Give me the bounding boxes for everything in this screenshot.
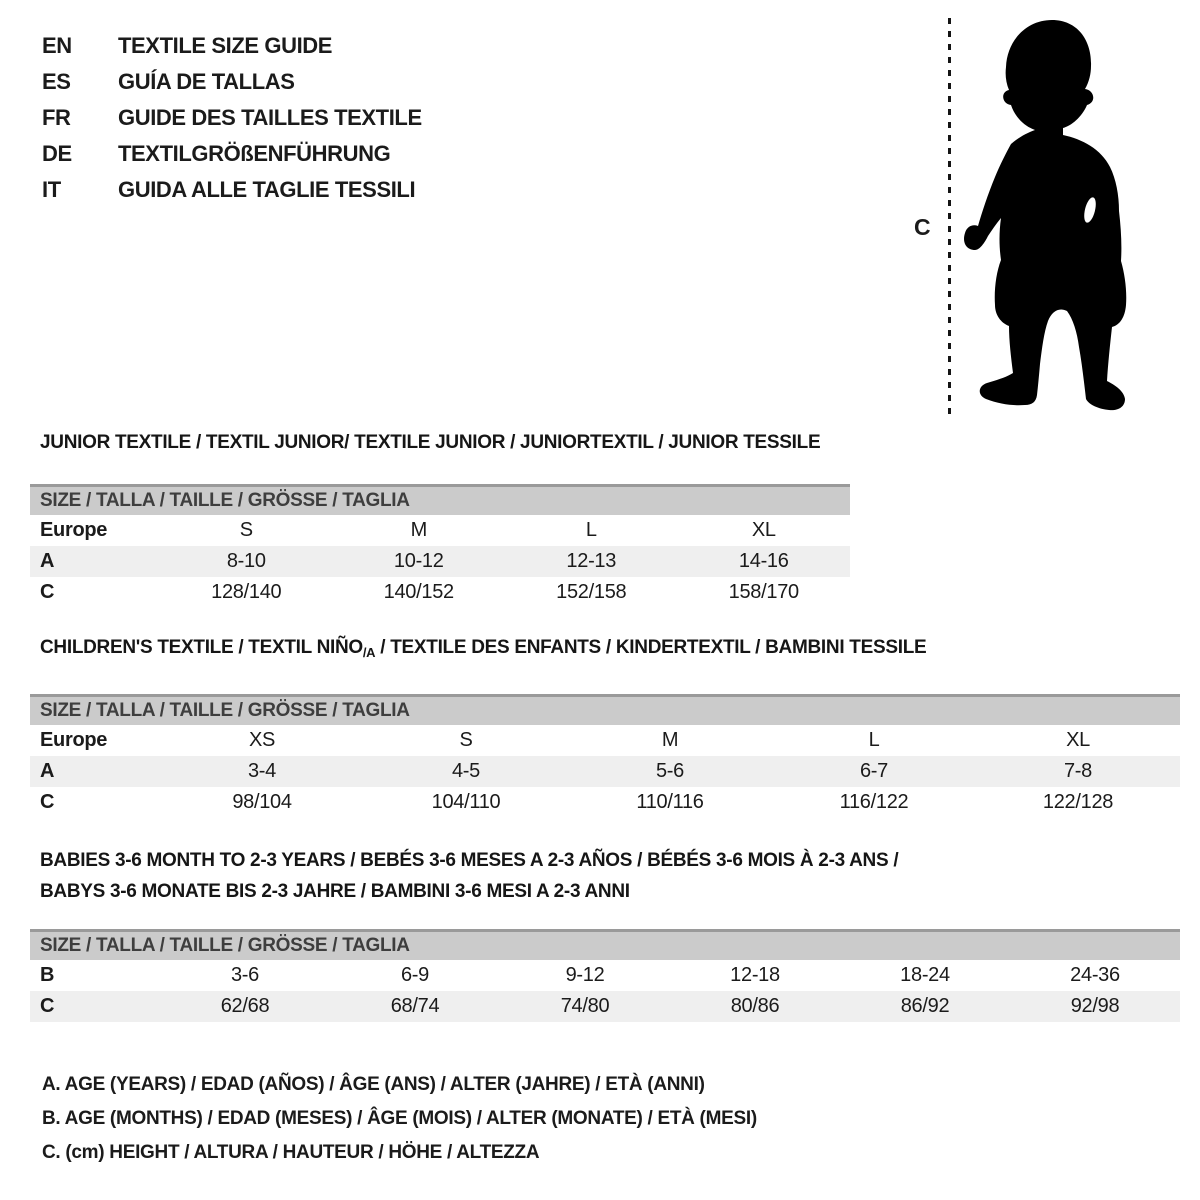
section-title — [40, 845, 1180, 907]
guide-title: GUÍA DE TALLAS — [118, 69, 295, 94]
table-cell: 6-9 — [400, 964, 429, 986]
language-row-fr — [42, 100, 422, 136]
table-cell: 6-7 — [859, 760, 888, 782]
size-header-bar: SIZE / TALLA / TAILLE / GRÖSSE / TAGLIA — [30, 696, 1180, 726]
babies-textile-section — [30, 845, 1180, 1022]
legend-line-b: B. AGE (MONTHS) / EDAD (MESES) / ÂGE (MOIS) / ALTER (MONATE) / ETÀ (MESI) — [42, 1108, 757, 1129]
table-cell: 18-24 — [900, 964, 950, 986]
table-cell: XS — [248, 729, 276, 751]
size-header-bar: SIZE / TALLA / TAILLE / GRÖSSE / TAGLIA — [30, 931, 1180, 961]
guide-title: TEXTILGRÖßENFÜHRUNG — [118, 141, 391, 166]
legend-line-a: A. AGE (YEARS) / EDAD (AÑOS) / ÂGE (ANS) / ALTER (JAHRE) / ETÀ (ANNI) — [42, 1074, 705, 1095]
section-title-line: BABYS 3-6 MONATE BIS 2-3 JAHRE / BAMBINI 3-6 MESI A 2-3 ANNI — [40, 881, 630, 902]
section-title: JUNIOR TEXTILE / TEXTIL JUNIOR/ TEXTILE JUNIOR / JUNIORTEXTIL / JUNIOR TESSILE — [40, 432, 821, 453]
table-row — [30, 756, 1180, 787]
section-title-subscript: /A — [362, 645, 376, 660]
table-cell: 24-36 — [1070, 964, 1120, 986]
row-label: B — [40, 964, 55, 986]
measurement-legend — [42, 1068, 757, 1170]
toddler-silhouette-icon — [962, 14, 1147, 414]
guide-title: GUIDA ALLE TAGLIE TESSILI — [118, 177, 416, 202]
children-size-table — [30, 694, 1180, 818]
language-title-list — [42, 28, 422, 208]
table-cell: 10-12 — [393, 550, 444, 572]
row-label: Europe — [40, 519, 108, 541]
table-cell: 128/140 — [211, 581, 282, 603]
table-cell: 152/158 — [556, 581, 627, 603]
section-title — [40, 637, 1180, 664]
height-measure-dashed-line — [948, 18, 951, 416]
table-row — [30, 787, 1180, 818]
babies-size-table — [30, 929, 1180, 1022]
language-row-it — [42, 172, 422, 208]
table-cell: M — [410, 519, 427, 541]
row-label: A — [40, 550, 55, 572]
table-cell: 92/98 — [1070, 995, 1120, 1017]
row-label: C — [40, 581, 55, 603]
table-cell: 12-18 — [730, 964, 780, 986]
row-label: A — [40, 760, 55, 782]
guide-title: GUIDE DES TAILLES TEXTILE — [118, 105, 422, 130]
table-cell: L — [868, 729, 880, 751]
table-cell: 7-8 — [1063, 760, 1092, 782]
table-cell: S — [239, 519, 253, 541]
size-header-bar: SIZE / TALLA / TAILLE / GRÖSSE / TAGLIA — [30, 486, 850, 516]
table-cell: 9-12 — [565, 964, 605, 986]
table-cell: 62/68 — [220, 995, 270, 1017]
junior-size-table — [30, 484, 850, 608]
junior-textile-section — [30, 432, 850, 608]
table-cell: 74/80 — [560, 995, 610, 1017]
language-code: DE — [42, 141, 72, 166]
row-label: C — [40, 995, 55, 1017]
section-title-line: BABIES 3-6 MONTH TO 2-3 YEARS / BEBÉS 3-6 MESES A 2-3 AÑOS / BÉBÉS 3-6 MOIS À 2-3 ANS / — [40, 850, 899, 871]
table-cell: S — [459, 729, 473, 751]
table-cell: 3-6 — [230, 964, 259, 986]
table-cell: 8-10 — [226, 550, 266, 572]
language-row-de — [42, 136, 422, 172]
legend-line-c: C. (cm) HEIGHT / ALTURA / HAUTEUR / HÖHE / ALTEZZA — [42, 1142, 540, 1163]
row-label: Europe — [40, 729, 108, 751]
table-cell: 5-6 — [655, 760, 684, 782]
table-cell: 68/74 — [390, 995, 440, 1017]
table-cell: 104/110 — [431, 791, 501, 813]
table-cell: 80/86 — [730, 995, 780, 1017]
language-code: IT — [42, 177, 61, 202]
table-cell: 3-4 — [247, 760, 276, 782]
table-row — [30, 960, 1180, 991]
table-row — [30, 725, 1180, 756]
language-row-es — [42, 64, 422, 100]
table-cell: 158/170 — [728, 581, 799, 603]
table-row — [30, 515, 850, 546]
children-textile-section — [30, 637, 1180, 818]
section-title-text: CHILDREN'S TEXTILE / TEXTIL NIÑO — [40, 637, 363, 658]
table-cell: L — [585, 519, 597, 541]
table-row — [30, 577, 850, 608]
table-cell: 98/104 — [232, 791, 292, 813]
language-code: ES — [42, 69, 71, 94]
table-cell: 86/92 — [900, 995, 950, 1017]
table-cell: 110/116 — [636, 791, 704, 813]
table-cell: M — [661, 729, 679, 751]
row-label: C — [40, 791, 55, 813]
guide-title: TEXTILE SIZE GUIDE — [118, 33, 333, 58]
table-cell: 12-13 — [566, 550, 617, 572]
table-cell: 14-16 — [738, 550, 789, 572]
table-cell: 140/152 — [383, 581, 454, 603]
language-code: EN — [42, 33, 72, 58]
language-row-en — [42, 28, 422, 64]
language-code: FR — [42, 105, 71, 130]
table-cell: 4-5 — [451, 760, 480, 782]
table-cell: 122/128 — [1042, 791, 1114, 813]
table-cell: 116/122 — [839, 791, 909, 813]
section-title-text: / TEXTILE DES ENFANTS / KINDERTEXTIL / BAMBINI TESSILE — [375, 637, 927, 658]
table-cell: XL — [1066, 729, 1090, 751]
table-row — [30, 991, 1180, 1022]
table-row — [30, 546, 850, 577]
height-measure-label: C — [914, 214, 931, 240]
table-cell: XL — [751, 519, 776, 541]
